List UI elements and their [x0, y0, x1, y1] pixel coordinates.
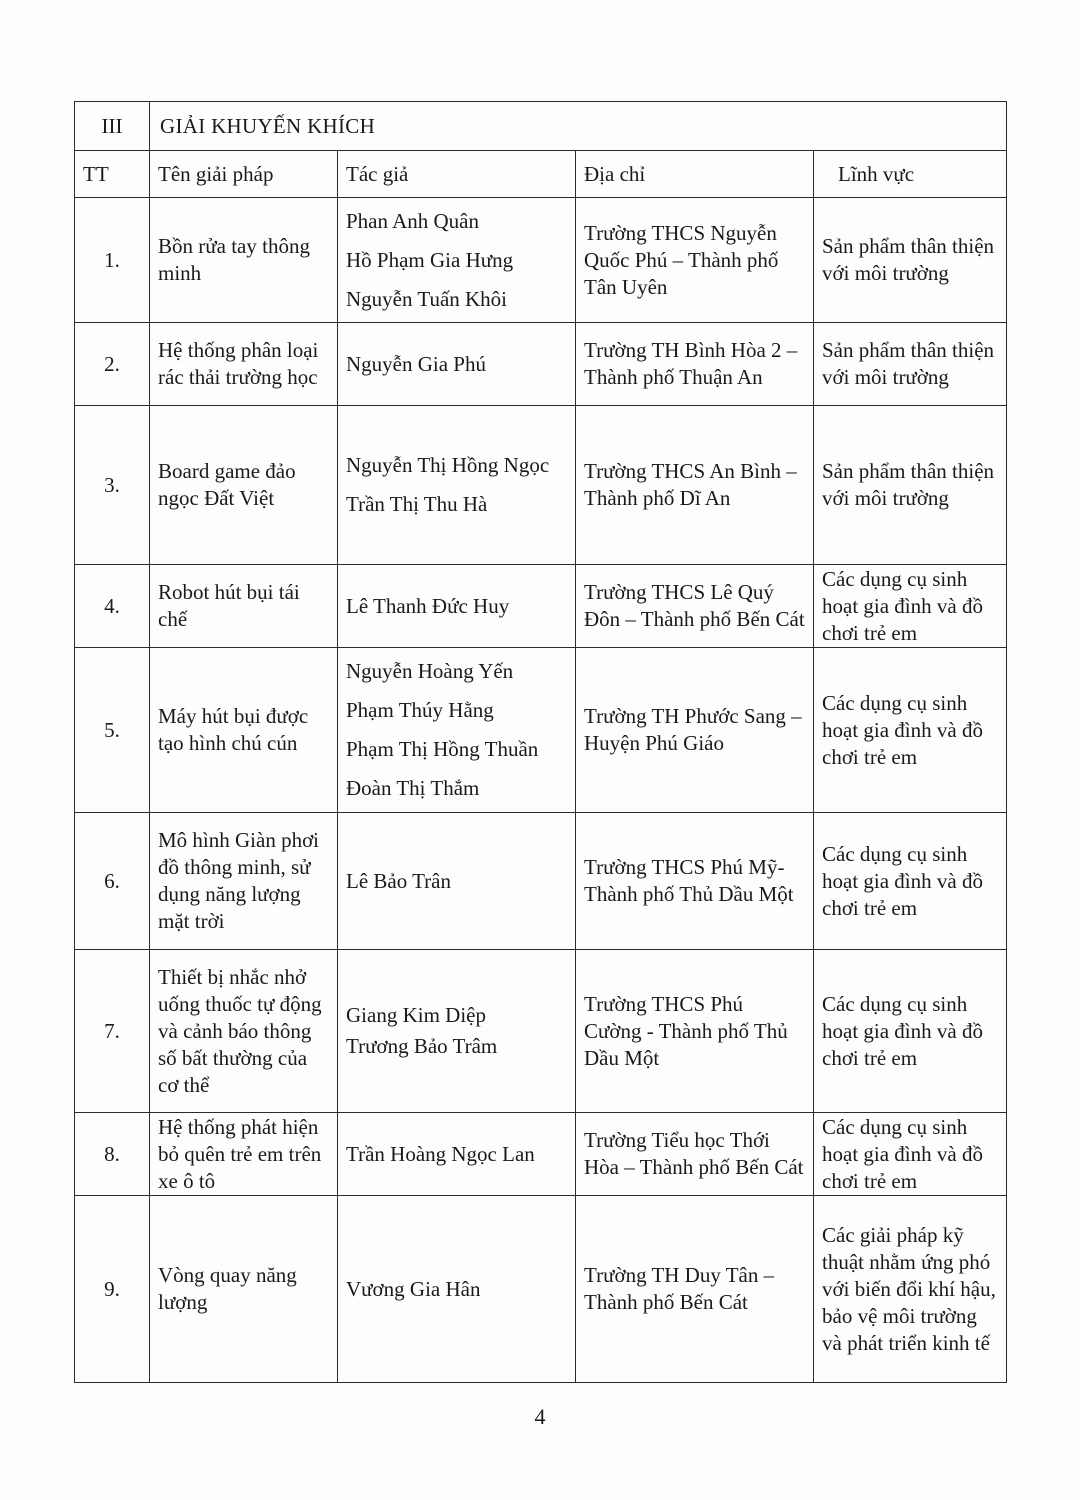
author-name: Nguyễn Tuấn Khôi — [346, 286, 508, 311]
field-cell: Các dụng cụ sinh hoạt gia đình và đồ chơi trẻ em — [814, 950, 1007, 1113]
authors-cell — [338, 565, 576, 648]
field-cell: Các dụng cụ sinh hoạt gia đình và đồ chơi trẻ em — [814, 813, 1007, 950]
field-cell: Sản phẩm thân thiện với môi trường — [814, 323, 1007, 406]
author-name: Phạm Thúy Hằng — [346, 698, 494, 722]
address-cell: Trường Tiểu học Thới Hòa – Thành phố Bến Cát — [576, 1113, 814, 1196]
author-name: Vương Gia Hân — [346, 1276, 481, 1301]
solution-name: Hệ thống phân loại rác thải trường học — [150, 323, 338, 406]
row-number: 7. — [75, 950, 150, 1113]
author-name: Trần Hoàng Ngọc Lan — [346, 1141, 535, 1166]
solution-name: Board game đảo ngọc Đất Việt — [150, 406, 338, 565]
table-row — [75, 813, 1007, 950]
section-title: GIẢI KHUYẾN KHÍCH — [150, 102, 1007, 151]
header-solution: Tên giải pháp — [150, 151, 338, 198]
row-number: 9. — [75, 1196, 150, 1383]
row-number: 8. — [75, 1113, 150, 1196]
author-name: Nguyễn Gia Phú — [346, 351, 486, 376]
awards-table — [74, 101, 1007, 1383]
page-number: 4 — [534, 1404, 546, 1429]
table-row — [75, 1113, 1007, 1196]
row-number: 2. — [75, 323, 150, 406]
solution-name: Hệ thống phát hiện bỏ quên trẻ em trên xe ô tô — [150, 1113, 338, 1196]
author-name: Trần Thị Thu Hà — [346, 492, 488, 516]
field-cell: Các dụng cụ sinh hoạt gia đình và đồ chơi trẻ em — [814, 648, 1007, 813]
solution-name: Vòng quay năng lượng — [150, 1196, 338, 1383]
authors-cell — [338, 950, 576, 1113]
table-row — [75, 648, 1007, 813]
author-name: Đoàn Thị Thắm — [346, 776, 480, 800]
address-cell: Trường THCS Phú Mỹ- Thành phố Thủ Dầu Một — [576, 813, 814, 950]
table-row — [75, 1196, 1007, 1383]
section-row — [75, 102, 1007, 151]
table-row — [75, 565, 1007, 648]
author-name: Nguyễn Hoàng Yến — [346, 659, 514, 683]
header-tt: TT — [75, 151, 150, 198]
header-row — [75, 151, 1007, 198]
header-address: Địa chỉ — [576, 151, 814, 198]
author-name: Phan Anh Quân — [346, 208, 479, 233]
address-cell: Trường THCS Phú Cường - Thành phố Thủ Dầu Một — [576, 950, 814, 1113]
row-number: 3. — [75, 406, 150, 565]
field-cell: Các dụng cụ sinh hoạt gia đình và đồ chơi trẻ em — [814, 1113, 1007, 1196]
authors-cell — [338, 1196, 576, 1383]
field-cell: Các giải pháp kỹ thuật nhằm ứng phó với biến đổi khí hậu, bảo vệ môi trường và phát triển kinh tế — [814, 1196, 1007, 1383]
row-number: 5. — [75, 648, 150, 813]
field-cell: Các dụng cụ sinh hoạt gia đình và đồ chơi trẻ em — [814, 565, 1007, 648]
field-cell: Sản phẩm thân thiện với môi trường — [814, 406, 1007, 565]
row-number: 4. — [75, 565, 150, 648]
section-number: III — [75, 102, 150, 151]
author-name: Phạm Thị Hồng Thuần — [346, 737, 539, 761]
header-field: Lĩnh vực — [814, 151, 1007, 198]
authors-cell — [338, 406, 576, 565]
solution-name: Bồn rửa tay thông minh — [150, 198, 338, 323]
solution-name: Robot hút bụi tái chế — [150, 565, 338, 648]
author-name: Hồ Phạm Gia Hưng — [346, 247, 514, 272]
address-cell: Trường TH Bình Hòa 2 – Thành phố Thuận An — [576, 323, 814, 406]
table-row — [75, 323, 1007, 406]
solution-name: Thiết bị nhắc nhở uống thuốc tự động và cảnh báo thông số bất thường của cơ thể — [150, 950, 338, 1113]
address-cell: Trường TH Duy Tân – Thành phố Bến Cát — [576, 1196, 814, 1383]
author-name: Lê Thanh Đức Huy — [346, 593, 510, 618]
authors-cell — [338, 1113, 576, 1196]
table-row — [75, 950, 1007, 1113]
authors-cell — [338, 648, 576, 813]
table-row — [75, 198, 1007, 323]
solution-name: Máy hút bụi được tạo hình chú cún — [150, 648, 338, 813]
author-name: Trương Bảo Trâm — [346, 1034, 498, 1058]
table-row — [75, 406, 1007, 565]
authors-cell — [338, 198, 576, 323]
address-cell: Trường THCS An Bình – Thành phố Dĩ An — [576, 406, 814, 565]
field-cell: Sản phẩm thân thiện với môi trường — [814, 198, 1007, 323]
address-cell: Trường THCS Nguyễn Quốc Phú – Thành phố Tân Uyên — [576, 198, 814, 323]
row-number: 6. — [75, 813, 150, 950]
address-cell: Trường TH Phước Sang – Huyện Phú Giáo — [576, 648, 814, 813]
header-author: Tác giả — [338, 151, 576, 198]
solution-name: Mô hình Giàn phơi đồ thông minh, sử dụng năng lượng mặt trời — [150, 813, 338, 950]
author-name: Giang Kim Diệp — [346, 1003, 486, 1027]
authors-cell — [338, 323, 576, 406]
author-name: Lê Bảo Trân — [346, 868, 451, 893]
authors-cell — [338, 813, 576, 950]
row-number: 1. — [75, 198, 150, 323]
author-name: Nguyễn Thị Hồng Ngọc — [346, 453, 550, 477]
address-cell: Trường THCS Lê Quý Đôn – Thành phố Bến Cát — [576, 565, 814, 648]
